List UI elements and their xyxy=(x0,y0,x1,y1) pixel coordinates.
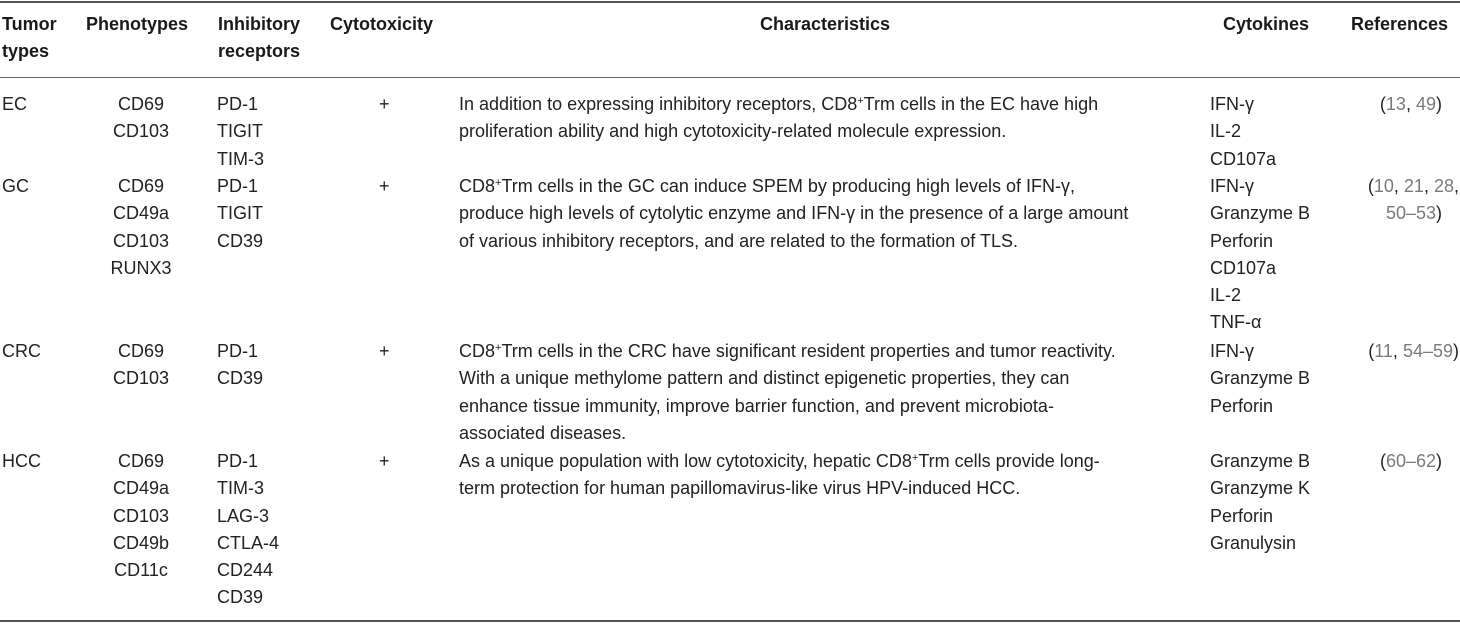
table-bottom-rule xyxy=(0,620,1460,622)
cell-text: Granulysin xyxy=(1210,532,1297,553)
cell-text: CD49a xyxy=(112,203,170,224)
cell-text: produce high levels of cytolytic enzyme and IFN-γ in the presence of a large amount xyxy=(459,203,1129,224)
row-crc-tumor: CRC xyxy=(2,341,41,361)
cell-text: + xyxy=(495,342,502,354)
cell-text: As a unique population with low cytotoxicity, hepatic CD8 xyxy=(459,451,912,471)
cell-text: CD8 xyxy=(459,341,496,361)
row-hcc-references xyxy=(1340,448,1442,475)
cell-text: , xyxy=(1392,341,1403,361)
cell-text: , xyxy=(1423,176,1434,196)
cell-text xyxy=(459,91,1098,118)
ref-link[interactable]: 49 xyxy=(1415,94,1436,114)
cell-text: + xyxy=(495,177,502,189)
cell-text: ( xyxy=(1368,341,1375,361)
cell-text: CD103 xyxy=(112,368,170,389)
row-ec-characteristics xyxy=(459,91,1098,146)
row-hcc-receptors xyxy=(217,448,279,612)
cell-text: LAG-3 xyxy=(217,505,270,526)
ref-link[interactable]: 28 xyxy=(1433,176,1454,196)
cell-text: ( xyxy=(1367,176,1374,196)
cell-text xyxy=(1340,200,1459,227)
cell-text: CD8 xyxy=(459,176,496,196)
table-top-rule xyxy=(0,1,1460,3)
cell-text: CD39 xyxy=(217,368,264,389)
row-hcc-tumor: HCC xyxy=(2,451,41,471)
cell-text: Granzyme B xyxy=(1210,451,1311,471)
cell-text xyxy=(1340,173,1459,200)
cell-text: PD-1 xyxy=(217,94,259,114)
cell-text: TIM-3 xyxy=(217,148,264,169)
cell-text: associated diseases. xyxy=(459,422,627,443)
cell-text: IL-2 xyxy=(1210,285,1242,306)
cell-text: CD244 xyxy=(217,560,274,581)
row-hcc-characteristics xyxy=(459,448,1100,503)
cell-text: Trm cells in the GC can induce SPEM by producing high levels of IFN-γ, xyxy=(501,176,1076,196)
cell-text: IL-2 xyxy=(1210,121,1242,142)
row-crc-phenotypes xyxy=(100,338,182,393)
cell-text: CD69 xyxy=(117,451,165,471)
row-crc-cytotoxicity: + xyxy=(379,341,390,361)
row-gc-tumor: GC xyxy=(2,176,29,196)
cell-text: CD107a xyxy=(1210,257,1277,278)
header-cytokines: Cytokines xyxy=(1223,14,1310,34)
row-ec-phenotypes xyxy=(100,91,182,146)
cell-text: IFN-γ xyxy=(1210,176,1254,196)
cell-text: proliferation ability and high cytotoxicity-related molecule expression. xyxy=(459,121,1007,142)
cell-text: CD103 xyxy=(112,121,170,142)
cell-text: ) xyxy=(1436,451,1442,471)
row-gc-phenotypes xyxy=(100,173,182,282)
cell-text: , xyxy=(1405,94,1416,114)
cell-text: , xyxy=(1393,176,1404,196)
cell-text: Granzyme K xyxy=(1210,478,1311,499)
ref-link[interactable]: 50–53 xyxy=(1385,203,1436,224)
row-ec-cytokines xyxy=(1210,91,1276,173)
header-cytotoxicity: Cytotoxicity xyxy=(330,14,434,34)
cell-text: CD39 xyxy=(217,230,264,251)
row-hcc-cytotoxicity: + xyxy=(379,451,390,471)
cell-text: With a unique methylome pattern and distinct epigenetic properties, they can xyxy=(459,368,1070,389)
cell-text: Granzyme B xyxy=(1210,203,1311,224)
cell-text xyxy=(459,448,1100,475)
row-ec-receptors xyxy=(217,91,264,173)
row-crc-characteristics xyxy=(459,338,1116,447)
cell-text: ( xyxy=(1379,451,1386,471)
row-crc-receptors xyxy=(217,338,263,393)
header-characteristics: Characteristics xyxy=(759,14,891,34)
cell-text: TIGIT xyxy=(217,203,263,224)
ref-link[interactable]: 21 xyxy=(1403,176,1424,196)
cell-text: TIM-3 xyxy=(217,478,264,499)
cell-text: Trm cells in the EC have high xyxy=(863,94,1099,114)
cell-text xyxy=(459,173,1128,200)
cell-text: + xyxy=(911,452,919,464)
cell-text: TNF-α xyxy=(1210,312,1262,333)
cell-text: IFN-γ xyxy=(1210,341,1254,361)
cell-text xyxy=(459,338,1116,365)
ref-link[interactable]: 60–62 xyxy=(1385,451,1436,471)
cell-text: CD39 xyxy=(217,587,264,608)
cell-text: Trm cells in the CRC have significant resident properties and tumor reactivity. xyxy=(501,341,1116,361)
cell-text: ) xyxy=(1453,341,1459,361)
cell-text: Perforin xyxy=(1210,395,1274,416)
row-gc-receptors xyxy=(217,173,263,255)
ref-link[interactable]: 13 xyxy=(1385,94,1406,114)
cell-text: CD49b xyxy=(112,532,170,553)
ref-link[interactable]: 10 xyxy=(1373,176,1394,196)
ref-link[interactable]: 54–59 xyxy=(1402,341,1453,361)
header-divider-rule xyxy=(0,77,1460,78)
row-gc-cytotoxicity: + xyxy=(379,176,390,196)
row-crc-references xyxy=(1340,338,1459,365)
header-inhibitory-receptors: Inhibitory receptors xyxy=(218,14,301,61)
cell-text: CD49a xyxy=(112,478,170,499)
cell-text: ) xyxy=(1436,203,1442,224)
cell-text: Perforin xyxy=(1210,230,1274,251)
cell-text: CD69 xyxy=(117,176,165,196)
cell-text: CD103 xyxy=(112,230,170,251)
row-gc-references xyxy=(1340,173,1459,228)
cell-text: TIGIT xyxy=(217,121,263,142)
header-phenotypes: Phenotypes xyxy=(86,14,189,34)
cell-text: Perforin xyxy=(1210,505,1274,526)
row-crc-cytokines xyxy=(1210,338,1310,420)
cell-text: CD69 xyxy=(117,94,165,114)
cell-text: PD-1 xyxy=(217,451,259,471)
cell-text: ) xyxy=(1436,94,1442,114)
cell-text: CTLA-4 xyxy=(217,532,280,553)
row-gc-characteristics xyxy=(459,173,1128,255)
row-hcc-phenotypes xyxy=(100,448,182,584)
cell-text: term protection for human papillomavirus-like virus HPV-induced HCC. xyxy=(459,478,1021,499)
row-gc-cytokines xyxy=(1210,173,1310,337)
cell-text: RUNX3 xyxy=(110,257,172,278)
cell-text: , xyxy=(1453,176,1459,196)
cell-text: PD-1 xyxy=(217,341,259,361)
header-tumor-types: Tumor types xyxy=(2,14,57,61)
ref-link[interactable]: 11 xyxy=(1374,341,1393,361)
cell-text: CD103 xyxy=(112,505,170,526)
cell-text: In addition to expressing inhibitory receptors, CD8 xyxy=(459,94,858,114)
row-hcc-cytokines xyxy=(1210,448,1310,557)
cell-text: CD107a xyxy=(1210,148,1277,169)
header-references: References xyxy=(1351,14,1449,34)
cell-text: Granzyme B xyxy=(1210,368,1311,389)
cell-text: of various inhibitory receptors, and are related to the formation of TLS. xyxy=(459,230,1018,251)
cell-text: PD-1 xyxy=(217,176,259,196)
cell-text: CD11c xyxy=(114,560,168,581)
cell-text: Trm cells provide long- xyxy=(918,451,1100,471)
cell-text: + xyxy=(857,95,864,107)
cell-text: IFN-γ xyxy=(1210,94,1254,114)
row-ec-tumor: EC xyxy=(2,94,28,114)
row-ec-cytotoxicity: + xyxy=(379,94,390,114)
row-ec-references xyxy=(1340,91,1442,118)
cell-text: enhance tissue immunity, improve barrier function, and prevent microbiota- xyxy=(459,395,1054,416)
cell-text: CD69 xyxy=(117,341,165,361)
cell-text: ( xyxy=(1379,94,1386,114)
